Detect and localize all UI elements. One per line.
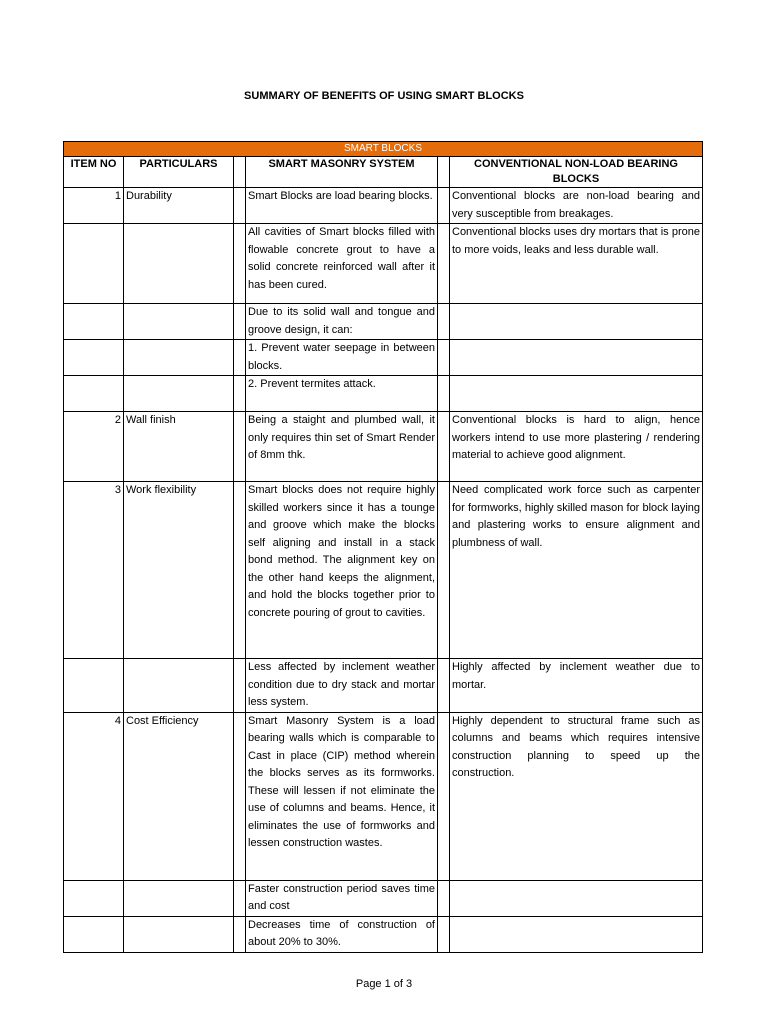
particulars-cell <box>124 880 234 916</box>
smart-masonry-cell: Due to its solid wall and tongue and groove design, it can: <box>246 304 438 340</box>
particulars-cell <box>124 224 234 304</box>
header-conventional: CONVENTIONAL NON-LOAD BEARING BLOCKS <box>450 157 703 188</box>
spacer-cell <box>438 188 450 224</box>
conventional-cell: Need complicated work force such as carpenter for formworks, highly skilled mason for block laying and plastering works to ensure alignment and plumbness of wall. <box>450 482 703 659</box>
spacer-cell <box>234 340 246 376</box>
page-number: Page 1 of 3 <box>355 978 413 990</box>
spacer-cell <box>438 304 450 340</box>
spacer-cell <box>438 712 450 880</box>
table-header-row <box>64 157 703 188</box>
table-row <box>64 712 703 880</box>
smart-masonry-cell: Decreases time of construction of about 20% to 30%. <box>246 916 438 952</box>
smart-masonry-cell: Smart blocks does not require highly skilled workers since it has a tounge and groove which make the blocks self aligning and install in a stack bond method. The alignment key on the other hand keeps the alignment, and hold the blocks together prior to concrete pouring of grout to cavities. <box>246 482 438 659</box>
spacer-cell <box>438 224 450 304</box>
table-row <box>64 659 703 713</box>
spacer-cell <box>234 188 246 224</box>
spacer-cell <box>234 224 246 304</box>
conventional-cell <box>450 376 703 412</box>
item-no-cell <box>64 304 124 340</box>
item-no-cell <box>64 224 124 304</box>
particulars-cell <box>124 304 234 340</box>
smart-masonry-cell: 1. Prevent water seepage in between blocks. <box>246 340 438 376</box>
spacer-cell <box>438 340 450 376</box>
spacer-cell <box>438 659 450 713</box>
spacer-cell <box>234 304 246 340</box>
particulars-cell <box>124 376 234 412</box>
item-no-cell <box>64 376 124 412</box>
conventional-cell: Highly affected by inclement weather due to mortar. <box>450 659 703 713</box>
document-title: SUMMARY OF BENEFITS OF USING SMART BLOCKS <box>244 90 524 102</box>
smart-masonry-cell: Being a staight and plumbed wall, it only requires thin set of Smart Render of 8mm thk. <box>246 412 438 482</box>
table-row <box>64 376 703 412</box>
item-no-cell: 4 <box>64 712 124 880</box>
conventional-cell: Conventional blocks is hard to align, hence workers intend to use more plastering / rendering material to achieve good alignment. <box>450 412 703 482</box>
table-row <box>64 188 703 224</box>
table-row <box>64 304 703 340</box>
spacer-cell <box>234 659 246 713</box>
table-row <box>64 916 703 952</box>
spacer-cell <box>438 376 450 412</box>
conventional-cell: Conventional blocks uses dry mortars that is prone to more voids, leaks and less durable wall. <box>450 224 703 304</box>
spacer-cell <box>438 916 450 952</box>
particulars-cell: Wall finish <box>124 412 234 482</box>
smart-masonry-cell: Faster construction period saves time and cost <box>246 880 438 916</box>
particulars-cell: Cost Efficiency <box>124 712 234 880</box>
smart-masonry-cell: Less affected by inclement weather condition due to dry stack and mortar less system. <box>246 659 438 713</box>
header-item-no: ITEM NO <box>64 157 124 188</box>
particulars-cell <box>124 340 234 376</box>
spacer-cell <box>234 916 246 952</box>
table-row <box>64 340 703 376</box>
item-no-cell <box>64 659 124 713</box>
conventional-cell <box>450 880 703 916</box>
spacer-cell <box>438 157 450 188</box>
conventional-cell: Conventional blocks are non-load bearing and very susceptible from breakages. <box>450 188 703 224</box>
item-no-cell: 2 <box>64 412 124 482</box>
table-row <box>64 412 703 482</box>
item-no-cell <box>64 340 124 376</box>
header-particulars: PARTICULARS <box>124 157 234 188</box>
table-banner-row <box>64 142 703 157</box>
spacer-cell <box>234 880 246 916</box>
smart-masonry-cell: 2. Prevent termites attack. <box>246 376 438 412</box>
smart-masonry-cell: All cavities of Smart blocks filled with flowable concrete grout to have a solid concrete reinforced wall after it has been cured. <box>246 224 438 304</box>
spacer-cell <box>234 157 246 188</box>
particulars-cell: Durability <box>124 188 234 224</box>
item-no-cell <box>64 880 124 916</box>
smart-masonry-cell: Smart Masonry System is a load bearing walls which is comparable to Cast in place (CIP) method wherein the blocks serves as its formworks. These will lessen if not eliminate the use of columns and beams. Hence, it eliminates the use of formworks and lessen construction wastes. <box>246 712 438 880</box>
spacer-cell <box>438 482 450 659</box>
table-row <box>64 880 703 916</box>
spacer-cell <box>438 880 450 916</box>
table-row <box>64 482 703 659</box>
smart-masonry-cell: Smart Blocks are load bearing blocks. <box>246 188 438 224</box>
conventional-cell <box>450 340 703 376</box>
conventional-cell: Highly dependent to structural frame such as columns and beams which requires intensive construction planning to speed up the construction. <box>450 712 703 880</box>
particulars-cell: Work flexibility <box>124 482 234 659</box>
particulars-cell <box>124 916 234 952</box>
item-no-cell: 1 <box>64 188 124 224</box>
header-smart-masonry: SMART MASONRY SYSTEM <box>246 157 438 188</box>
conventional-cell <box>450 916 703 952</box>
spacer-cell <box>234 412 246 482</box>
spacer-cell <box>438 412 450 482</box>
table-row <box>64 224 703 304</box>
particulars-cell <box>124 659 234 713</box>
item-no-cell <box>64 916 124 952</box>
spacer-cell <box>234 712 246 880</box>
table-banner: SMART BLOCKS <box>64 142 703 157</box>
item-no-cell: 3 <box>64 482 124 659</box>
spacer-cell <box>234 376 246 412</box>
spacer-cell <box>234 482 246 659</box>
benefits-table <box>63 141 703 953</box>
conventional-cell <box>450 304 703 340</box>
